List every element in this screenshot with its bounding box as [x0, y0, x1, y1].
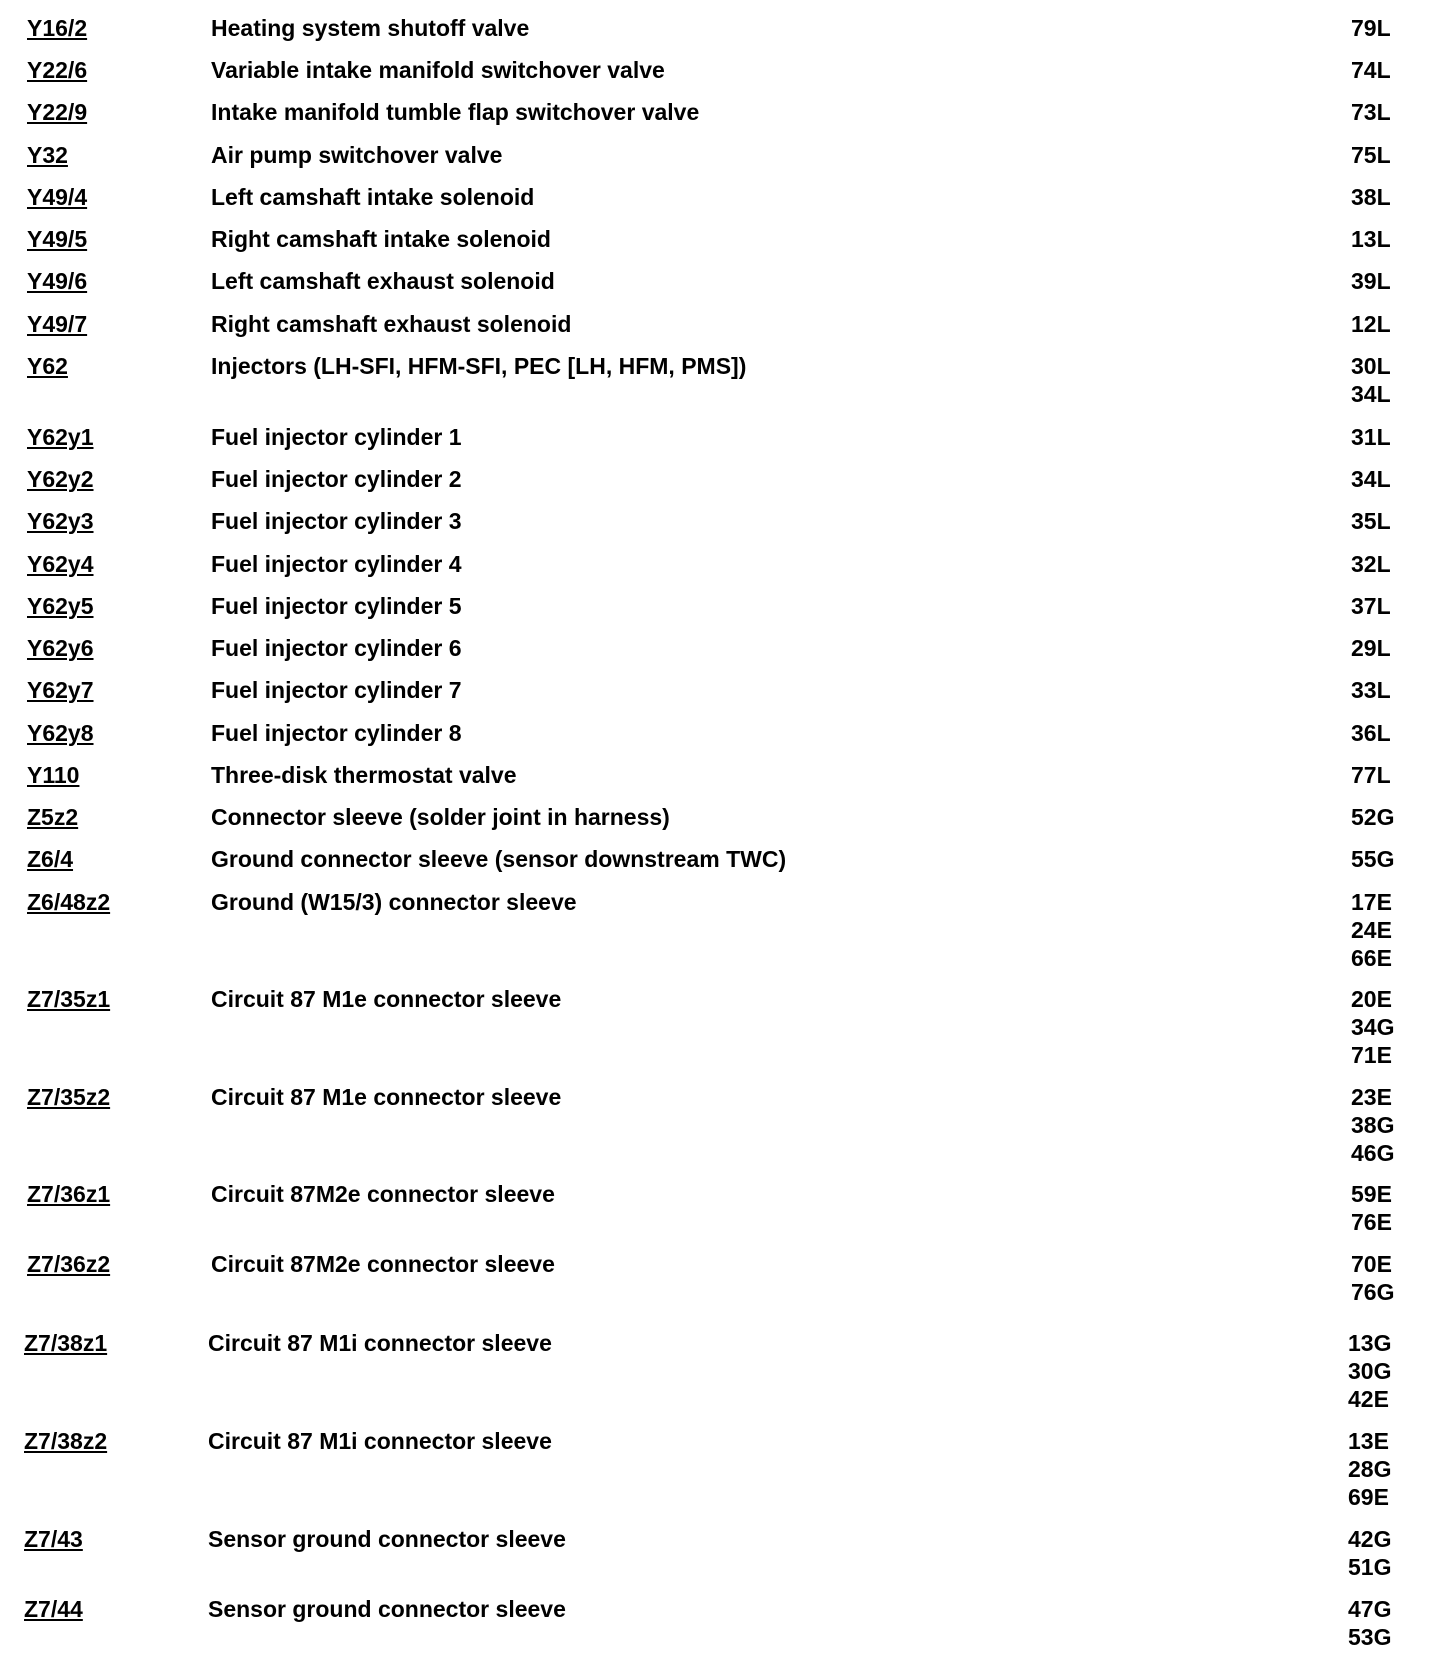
grid-locations — [1351, 183, 1391, 211]
component-code-link[interactable]: Z7/35z2 — [27, 1084, 111, 1110]
component-description: Circuit 87 M1e connector sleeve — [211, 1084, 562, 1110]
component-code-link[interactable]: Y62y8 — [27, 720, 94, 746]
grid-location: 53G — [1348, 1624, 1392, 1650]
component-description: Fuel injector cylinder 1 — [211, 424, 462, 450]
grid-location: 13L — [1351, 226, 1391, 252]
component-code-link[interactable]: Y49/5 — [27, 226, 88, 252]
component-description: Circuit 87M2e connector sleeve — [211, 1181, 555, 1207]
component-code-link[interactable]: Z7/35z1 — [27, 986, 111, 1012]
grid-location: 24E — [1351, 917, 1392, 943]
component-code-link[interactable]: Y62y2 — [27, 466, 94, 492]
component-code-link[interactable]: Z6/48z2 — [27, 889, 111, 915]
grid-locations — [1348, 1329, 1391, 1413]
grid-location: 20E — [1351, 986, 1392, 1012]
grid-location: 23E — [1351, 1084, 1392, 1110]
grid-location: 32L — [1351, 551, 1391, 577]
grid-locations — [1351, 592, 1391, 620]
component-description: Sensor ground connector sleeve — [208, 1526, 566, 1552]
grid-locations — [1351, 465, 1391, 493]
component-description: Circuit 87M2e connector sleeve — [211, 1251, 555, 1277]
component-description: Air pump switchover valve — [211, 142, 503, 168]
grid-location: 71E — [1351, 1042, 1392, 1068]
component-description: Sensor ground connector sleeve — [208, 1596, 566, 1622]
grid-location: 47G — [1348, 1596, 1392, 1622]
grid-location: 31L — [1351, 424, 1391, 450]
grid-location: 52G — [1351, 804, 1395, 830]
grid-location: 46G — [1351, 1140, 1395, 1166]
component-code-link[interactable]: Y62y3 — [27, 508, 94, 534]
grid-location: 34G — [1351, 1014, 1395, 1040]
grid-locations — [1351, 550, 1391, 578]
component-description: Circuit 87 M1i connector sleeve — [208, 1428, 552, 1454]
component-description: Fuel injector cylinder 6 — [211, 635, 462, 661]
component-code-link[interactable]: Y16/2 — [27, 15, 88, 41]
component-code-link[interactable]: Z6/4 — [27, 846, 74, 872]
component-code-link[interactable]: Y49/4 — [27, 184, 88, 210]
grid-locations — [1348, 1525, 1391, 1581]
grid-locations — [1351, 676, 1391, 704]
component-description: Fuel injector cylinder 7 — [211, 677, 462, 703]
component-code-link[interactable]: Y62y4 — [27, 551, 94, 577]
component-description: Intake manifold tumble flap switchover valve — [211, 99, 700, 125]
component-description: Circuit 87 M1i connector sleeve — [208, 1330, 552, 1356]
component-code-link[interactable]: Y22/6 — [27, 57, 88, 83]
grid-location: 13G — [1348, 1330, 1392, 1356]
grid-location: 76G — [1351, 1279, 1395, 1305]
grid-location: 30L — [1351, 353, 1391, 379]
grid-location: 39L — [1351, 268, 1391, 294]
grid-locations — [1351, 423, 1391, 451]
component-code-link[interactable]: Z7/43 — [24, 1526, 83, 1552]
grid-location: 17E — [1351, 889, 1392, 915]
component-code-link[interactable]: Y62y1 — [27, 424, 94, 450]
component-code-link[interactable]: Y49/6 — [27, 268, 88, 294]
component-code-link[interactable]: Y62y6 — [27, 635, 94, 661]
grid-location: 37L — [1351, 593, 1391, 619]
grid-locations — [1351, 803, 1394, 831]
grid-locations — [1351, 888, 1392, 972]
grid-locations — [1348, 1595, 1391, 1651]
grid-location: 28G — [1348, 1456, 1392, 1482]
component-code-link[interactable]: Y49/7 — [27, 311, 88, 337]
grid-location: 34L — [1351, 381, 1391, 407]
grid-location: 75L — [1351, 142, 1391, 168]
component-code-link[interactable]: Y62y7 — [27, 677, 94, 703]
component-description: Ground connector sleeve (sensor downstream TWC) — [211, 846, 787, 872]
grid-locations — [1351, 507, 1391, 535]
grid-locations — [1351, 1180, 1392, 1236]
component-description: Three-disk thermostat valve — [211, 762, 517, 788]
component-code-link[interactable]: Y22/9 — [27, 99, 88, 125]
grid-location: 59E — [1351, 1181, 1392, 1207]
component-description: Left camshaft exhaust solenoid — [211, 268, 555, 294]
grid-locations — [1351, 56, 1391, 84]
grid-locations — [1351, 267, 1391, 295]
component-code-link[interactable]: Y62y5 — [27, 593, 94, 619]
component-description: Right camshaft intake solenoid — [211, 226, 551, 252]
grid-location: 42G — [1348, 1526, 1392, 1552]
grid-locations — [1351, 845, 1394, 873]
grid-location: 51G — [1348, 1554, 1392, 1580]
component-description: Fuel injector cylinder 4 — [211, 551, 462, 577]
grid-location: 35L — [1351, 508, 1391, 534]
component-code-link[interactable]: Z7/36z2 — [27, 1251, 111, 1277]
grid-location: 12L — [1351, 311, 1391, 337]
grid-location: 33L — [1351, 677, 1391, 703]
grid-location: 73L — [1351, 99, 1391, 125]
grid-location: 77L — [1351, 762, 1391, 788]
component-description: Right camshaft exhaust solenoid — [211, 311, 572, 337]
component-code-link[interactable]: Z7/36z1 — [27, 1181, 111, 1207]
grid-location: 76E — [1351, 1209, 1392, 1235]
component-code-link[interactable]: Z7/38z1 — [24, 1330, 108, 1356]
component-description: Connector sleeve (solder joint in harness) — [211, 804, 670, 830]
grid-locations — [1351, 14, 1391, 42]
grid-location: 38G — [1351, 1112, 1395, 1138]
component-description: Fuel injector cylinder 5 — [211, 593, 462, 619]
component-description: Heating system shutoff valve — [211, 15, 530, 41]
grid-locations — [1351, 985, 1394, 1069]
component-code-link[interactable]: Y110 — [27, 762, 80, 788]
grid-locations — [1351, 761, 1391, 789]
component-description: Fuel injector cylinder 2 — [211, 466, 462, 492]
grid-locations — [1351, 634, 1391, 662]
grid-locations — [1351, 1250, 1394, 1306]
grid-location: 69E — [1348, 1484, 1389, 1510]
grid-locations — [1348, 1427, 1391, 1511]
component-code-link[interactable]: Y32 — [27, 142, 68, 168]
component-code-link[interactable]: Z7/38z2 — [24, 1428, 108, 1454]
grid-location: 74L — [1351, 57, 1391, 83]
grid-locations — [1351, 1083, 1394, 1167]
grid-locations — [1351, 352, 1391, 408]
grid-location: 55G — [1351, 846, 1395, 872]
grid-location: 42E — [1348, 1386, 1389, 1412]
component-description: Fuel injector cylinder 3 — [211, 508, 462, 534]
component-code-link[interactable]: Y62 — [27, 353, 68, 379]
grid-location: 13E — [1348, 1428, 1389, 1454]
grid-location: 38L — [1351, 184, 1391, 210]
component-code-link[interactable]: Z7/44 — [24, 1596, 83, 1622]
component-description: Ground (W15/3) connector sleeve — [211, 889, 577, 915]
component-description: Left camshaft intake solenoid — [211, 184, 535, 210]
grid-locations — [1351, 225, 1391, 253]
grid-locations — [1351, 719, 1391, 747]
grid-location: 30G — [1348, 1358, 1392, 1384]
component-description: Injectors (LH-SFI, HFM-SFI, PEC [LH, HFM, PMS]) — [211, 353, 747, 379]
grid-location: 36L — [1351, 720, 1391, 746]
component-code-link[interactable]: Z5z2 — [27, 804, 79, 830]
grid-location: 29L — [1351, 635, 1391, 661]
grid-location: 79L — [1351, 15, 1391, 41]
grid-locations — [1351, 98, 1391, 126]
component-description: Variable intake manifold switchover valve — [211, 57, 665, 83]
grid-locations — [1351, 310, 1391, 338]
grid-location: 70E — [1351, 1251, 1392, 1277]
component-description: Circuit 87 M1e connector sleeve — [211, 986, 562, 1012]
grid-location: 34L — [1351, 466, 1391, 492]
component-description: Fuel injector cylinder 8 — [211, 720, 462, 746]
grid-locations — [1351, 141, 1391, 169]
grid-location: 66E — [1351, 945, 1392, 971]
